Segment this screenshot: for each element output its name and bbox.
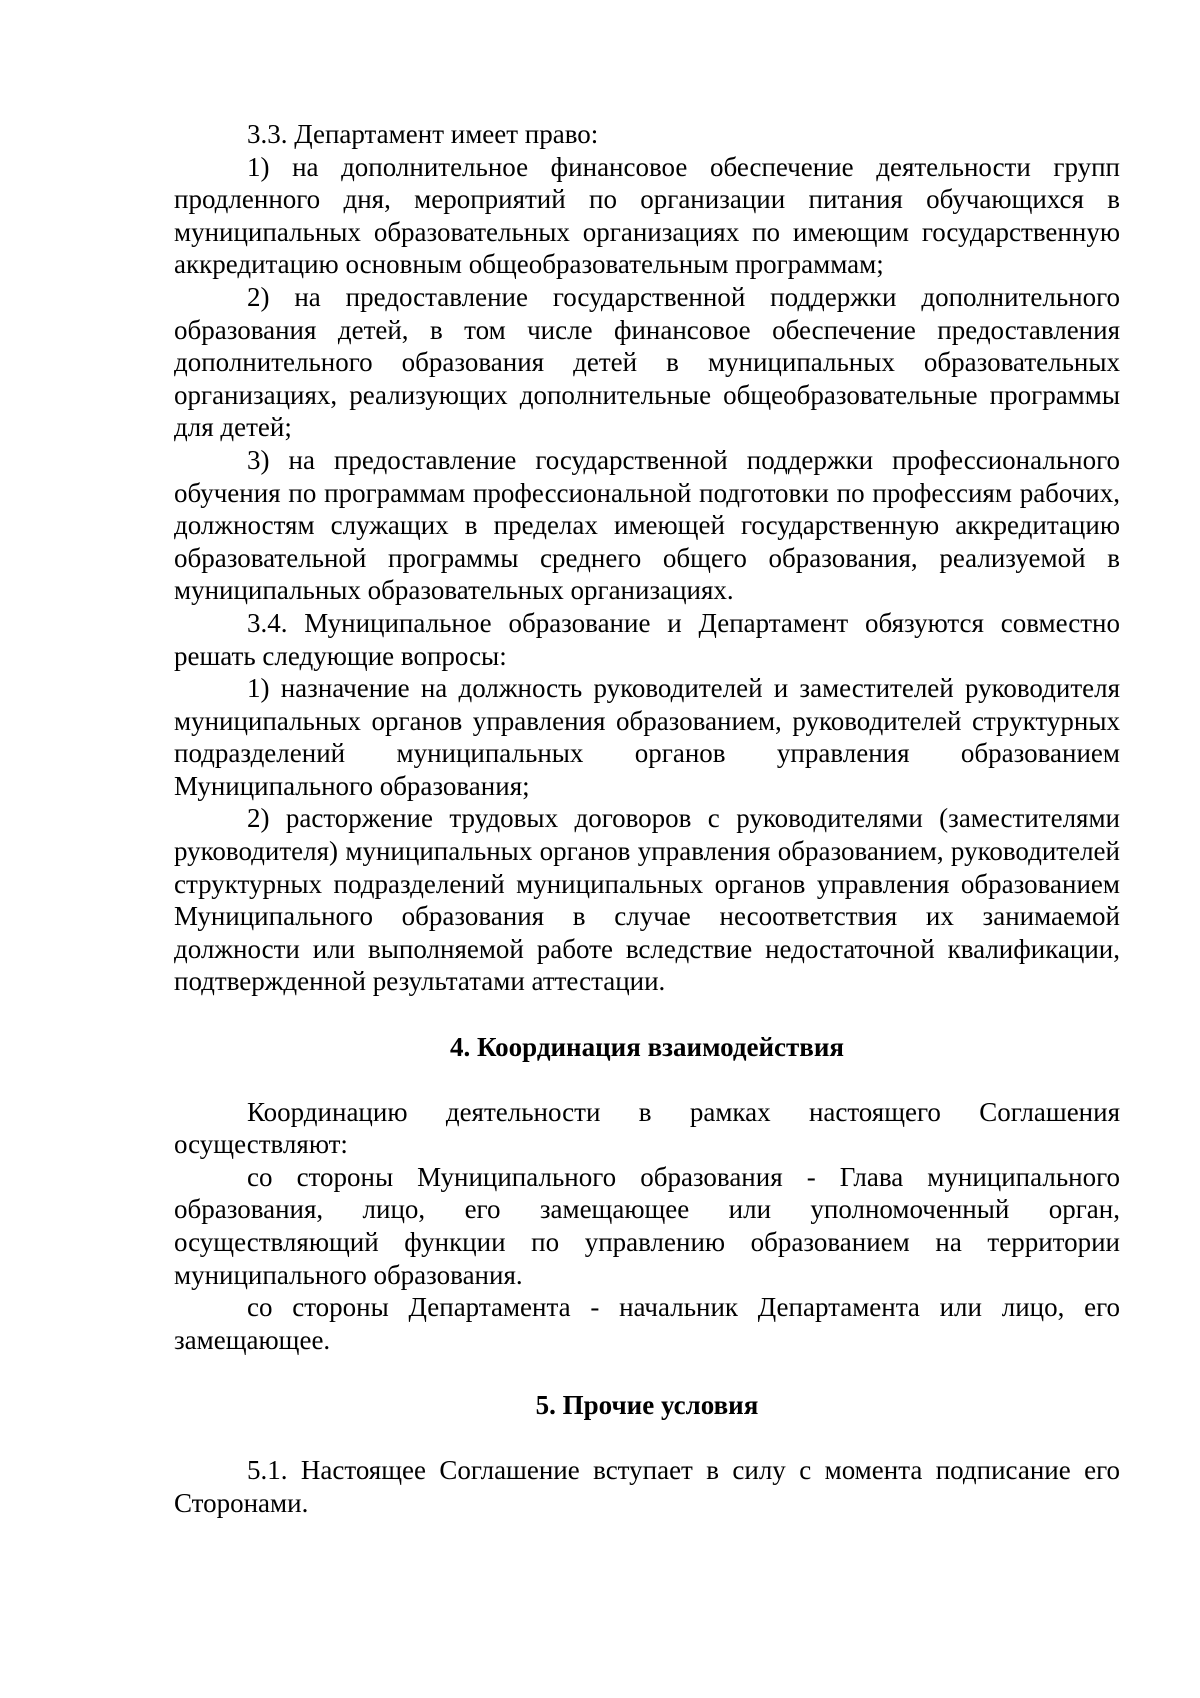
spacer: [174, 1356, 1120, 1389]
clause-5-1: 5.1. Настоящее Соглашение вступает в силу с момента подписание его Сторонами.: [174, 1454, 1120, 1518]
section-5-heading: 5. Прочие условия: [535, 1390, 759, 1421]
section-4-heading: 4. Координация взаимодействия: [449, 1032, 845, 1063]
section-4-paragraph-3: со стороны Департамента - начальник Департамента или лицо, его замещающее.: [174, 1292, 1120, 1355]
clause-3-4-item-1: 1) назначение на должность руководителей и заместителей руководителя муниципальных органов управления образованием, руководителей структурных подразделений муниципальных органов управления образованием Муниципального образования;: [174, 673, 1120, 801]
clause-3-4: 3.4. Муниципальное образование и Департамент обязуются совместно решать следующие вопросы:: [174, 607, 1120, 671]
spacer: [174, 1064, 1120, 1096]
clause-3-3-item-3: 3) на предоставление государственной поддержки профессионального обучения по программам профессиональной подготовки по профессиям рабочих, должностям служащих в пределах имеющей государственную аккредитацию образовательной программы среднего общего образования, реализуемой в муниципальных образовательных организациях.: [174, 444, 1120, 606]
clause-3-3-item-1: 1) на дополнительное финансовое обеспечение деятельности групп продленного дня, мероприятий по организации питания обучающихся в муниципальных образовательных организациях по имеющим государственную аккредитацию основным общеобразовательным программам;: [174, 151, 1120, 280]
spacer: [174, 998, 1120, 1031]
spacer: [174, 1422, 1120, 1454]
section-4-paragraph-2: со стороны Муниципального образования - Глава муниципального образования, лицо, его замещающее или уполномоченный орган, осуществляющий функции по управлению образованием на территории муниципального образования.: [174, 1161, 1120, 1290]
section-4-paragraph-1: Координацию деятельности в рамках настоящего Соглашения осуществляют:: [174, 1096, 1120, 1160]
clause-3-4-item-2: 2) расторжение трудовых договоров с руководителями (заместителями руководителя) муниципальных органов управления образованием, руководителей структурных подразделений муниципальных органов управления образованием Муниципального образования в случае несоответствия их занимаемой должности или выполняемой работе вследствие недостаточной квалификации, подтвержденной результатами аттестации.: [174, 803, 1120, 997]
document-body: [174, 118, 1120, 1519]
clause-3-3: 3.3. Департамент имеет право:: [247, 119, 599, 149]
clause-3-3-item-2: 2) на предоставление государственной поддержки дополнительного образования детей, в том числе финансовое обеспечение предоставления дополнительного образования детей в муниципальных образовательных организациях, реализующих дополнительные общеобразовательные программы для детей;: [174, 281, 1120, 443]
